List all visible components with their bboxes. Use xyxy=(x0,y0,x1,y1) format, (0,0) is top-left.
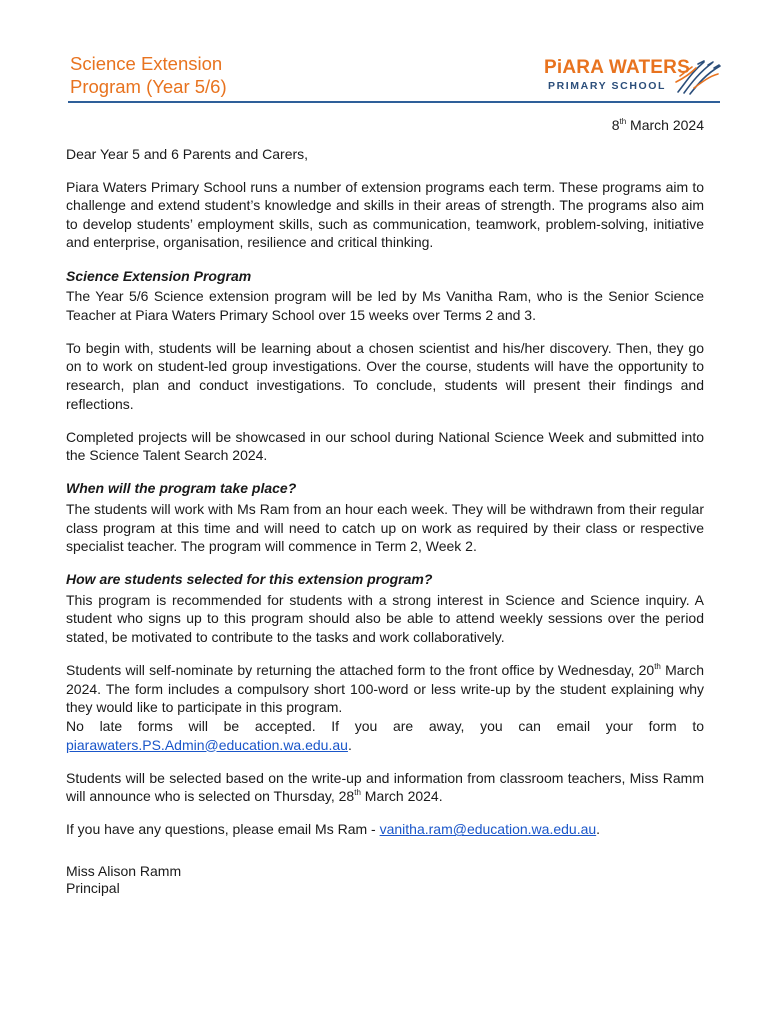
signature-block xyxy=(66,863,704,898)
selected-suffix: th xyxy=(354,788,361,798)
nomination-paragraph xyxy=(66,661,704,717)
logo-subtitle: PRIMARY SCHOOL xyxy=(548,80,667,92)
nomination-text-a: Students will self-nominate by returning the attached form to the front office by Wednesday, xyxy=(66,662,639,679)
nomination-text-b: March 2024. The form includes a compulsory short 100-word or less write-up by the student explaining why they would like to participate in this program. xyxy=(66,662,704,716)
reed-grass-icon xyxy=(674,58,722,96)
logo-wordmark: PiARA WATERS xyxy=(544,57,690,78)
header-divider xyxy=(68,101,720,103)
letter-body xyxy=(66,116,704,898)
date-month-year: March 2024 xyxy=(626,117,704,133)
late-forms-text: No late forms will be accepted. If you are away, you can email your form to xyxy=(66,717,704,734)
when-paragraph: The students will work with Ms Ram from an hour each week. They will be withdrawn from their regular class program at this time and will need to catch up on work as required by their class or respective specialist teacher. The program will commence in Term 2, Week 2. xyxy=(66,501,704,555)
school-logo xyxy=(544,58,724,98)
letter-date xyxy=(66,116,704,135)
section-heading-selection: How are students selected for this extension program? xyxy=(66,571,433,588)
selection-paragraph: This program is recommended for students with a strong interest in Science and Science inquiry. A student who signs up to this program should also be able to attend weekly sessions over the period stated, be motivated to contribute to the tasks and work collaboratively. xyxy=(66,591,704,646)
questions-paragraph xyxy=(66,820,704,839)
questions-text: If you have any questions, please email Ms Ram - xyxy=(66,821,380,838)
program-paragraph-2: To begin with, students will be learning about a chosen scientist and his/her discovery. Then, they go on to work on student-led group investigations. Over the course, students will have the opportunity to research, plan and conduct investigations. To conclude, students will present their findings and reflections. xyxy=(66,339,704,412)
nomination-suffix: th xyxy=(654,662,661,672)
late-forms-paragraph xyxy=(66,717,704,754)
late-forms-end: . xyxy=(347,736,352,753)
program-paragraph-1: The Year 5/6 Science extension program will be led by Ms Vanitha Ram, who is the Senior Science Teacher at Piara Waters Primary School over 15 weeks over Terms 2 and 3. xyxy=(66,288,704,323)
teacher-email-link[interactable]: vanitha.ram@education.wa.edu.au xyxy=(379,821,597,838)
date-suffix: th xyxy=(619,117,627,126)
signatory-title: Principal xyxy=(66,880,120,897)
date-day: 8 xyxy=(611,117,620,133)
program-paragraph-3: Completed projects will be showcased in our school during National Science Week and submitted into the Science Talent Search 2024. xyxy=(66,428,704,464)
intro-paragraph: Piara Waters Primary School runs a number of extension programs each term. These programs aim to challenge and extend student’s knowledge and skills in their areas of strength. The programs also aim to develop students’ employment skills, such as communication, teamwork, problem-solving, initiative and enterprise, organisation, resilience and critical thinking. xyxy=(66,178,704,251)
selected-text-a: Students will be selected based on the write-up and information from classroom teachers, Miss Ramm will announce who is selected on Thursday, xyxy=(66,769,704,805)
nomination-day: 20 xyxy=(638,662,655,679)
signatory-name: Miss Alison Ramm xyxy=(66,862,182,879)
section-heading-when: When will the program take place? xyxy=(66,480,297,497)
title-line-1: Science Extension xyxy=(70,53,223,74)
section-heading-program: Science Extension Program xyxy=(66,267,252,284)
title-line-2: Program (Year 5/6) xyxy=(70,76,227,97)
questions-end: . xyxy=(596,821,601,838)
selected-text-b: March 2024. xyxy=(360,788,443,805)
admin-email-link[interactable]: piarawaters.PS.Admin@education.wa.edu.au xyxy=(66,736,348,753)
greeting: Dear Year 5 and 6 Parents and Carers, xyxy=(66,145,309,162)
selected-day: 28 xyxy=(338,788,355,805)
selected-paragraph xyxy=(66,769,704,806)
